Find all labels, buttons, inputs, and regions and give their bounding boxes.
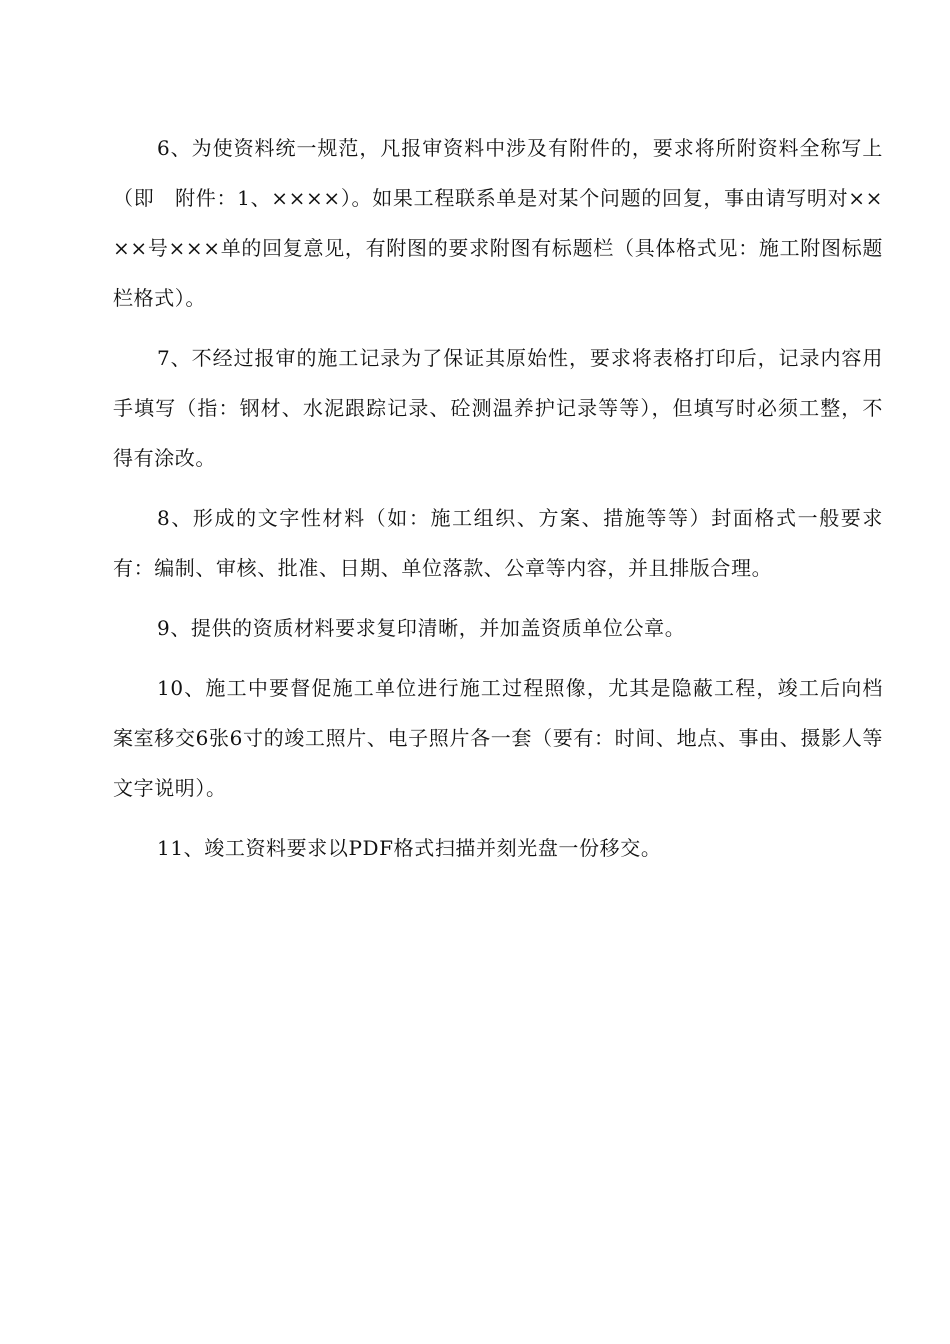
paragraph-item-6: 6、为使资料统一规范，凡报审资料中涉及有附件的，要求将所附资料全称写上（即 附件：1、××××）。如果工程联系单是对某个问题的回复，事由请写明对××××号×××单的回复意见，有附图的要求附图有标题栏（具体格式见：施工附图标题栏格式）。: [113, 136, 883, 310]
paragraph-item-8: 8、形成的文字性材料（如：施工组织、方案、措施等等）封面格式一般要求有：编制、审核、批准、日期、单位落款、公章等内容，并且排版合理。: [113, 506, 883, 580]
paragraph-item-11: 11、竣工资料要求以PDF格式扫描并刻光盘一份移交。: [157, 836, 662, 860]
paragraph-item-10: 10、施工中要督促施工单位进行施工过程照像，尤其是隐蔽工程，竣工后向档案室移交6张6寸的竣工照片、电子照片各一套（要有：时间、地点、事由、摄影人等文字说明）。: [113, 676, 883, 800]
paragraph-item-7: 7、不经过报审的施工记录为了保证其原始性，要求将表格打印后，记录内容用手填写（指：钢材、水泥跟踪记录、砼测温养护记录等等），但填写时必须工整，不得有涂改。: [113, 346, 883, 470]
paragraph-item-9: 9、提供的资质材料要求复印清晰，并加盖资质单位公章。: [157, 616, 686, 640]
document-body: [113, 123, 883, 883]
